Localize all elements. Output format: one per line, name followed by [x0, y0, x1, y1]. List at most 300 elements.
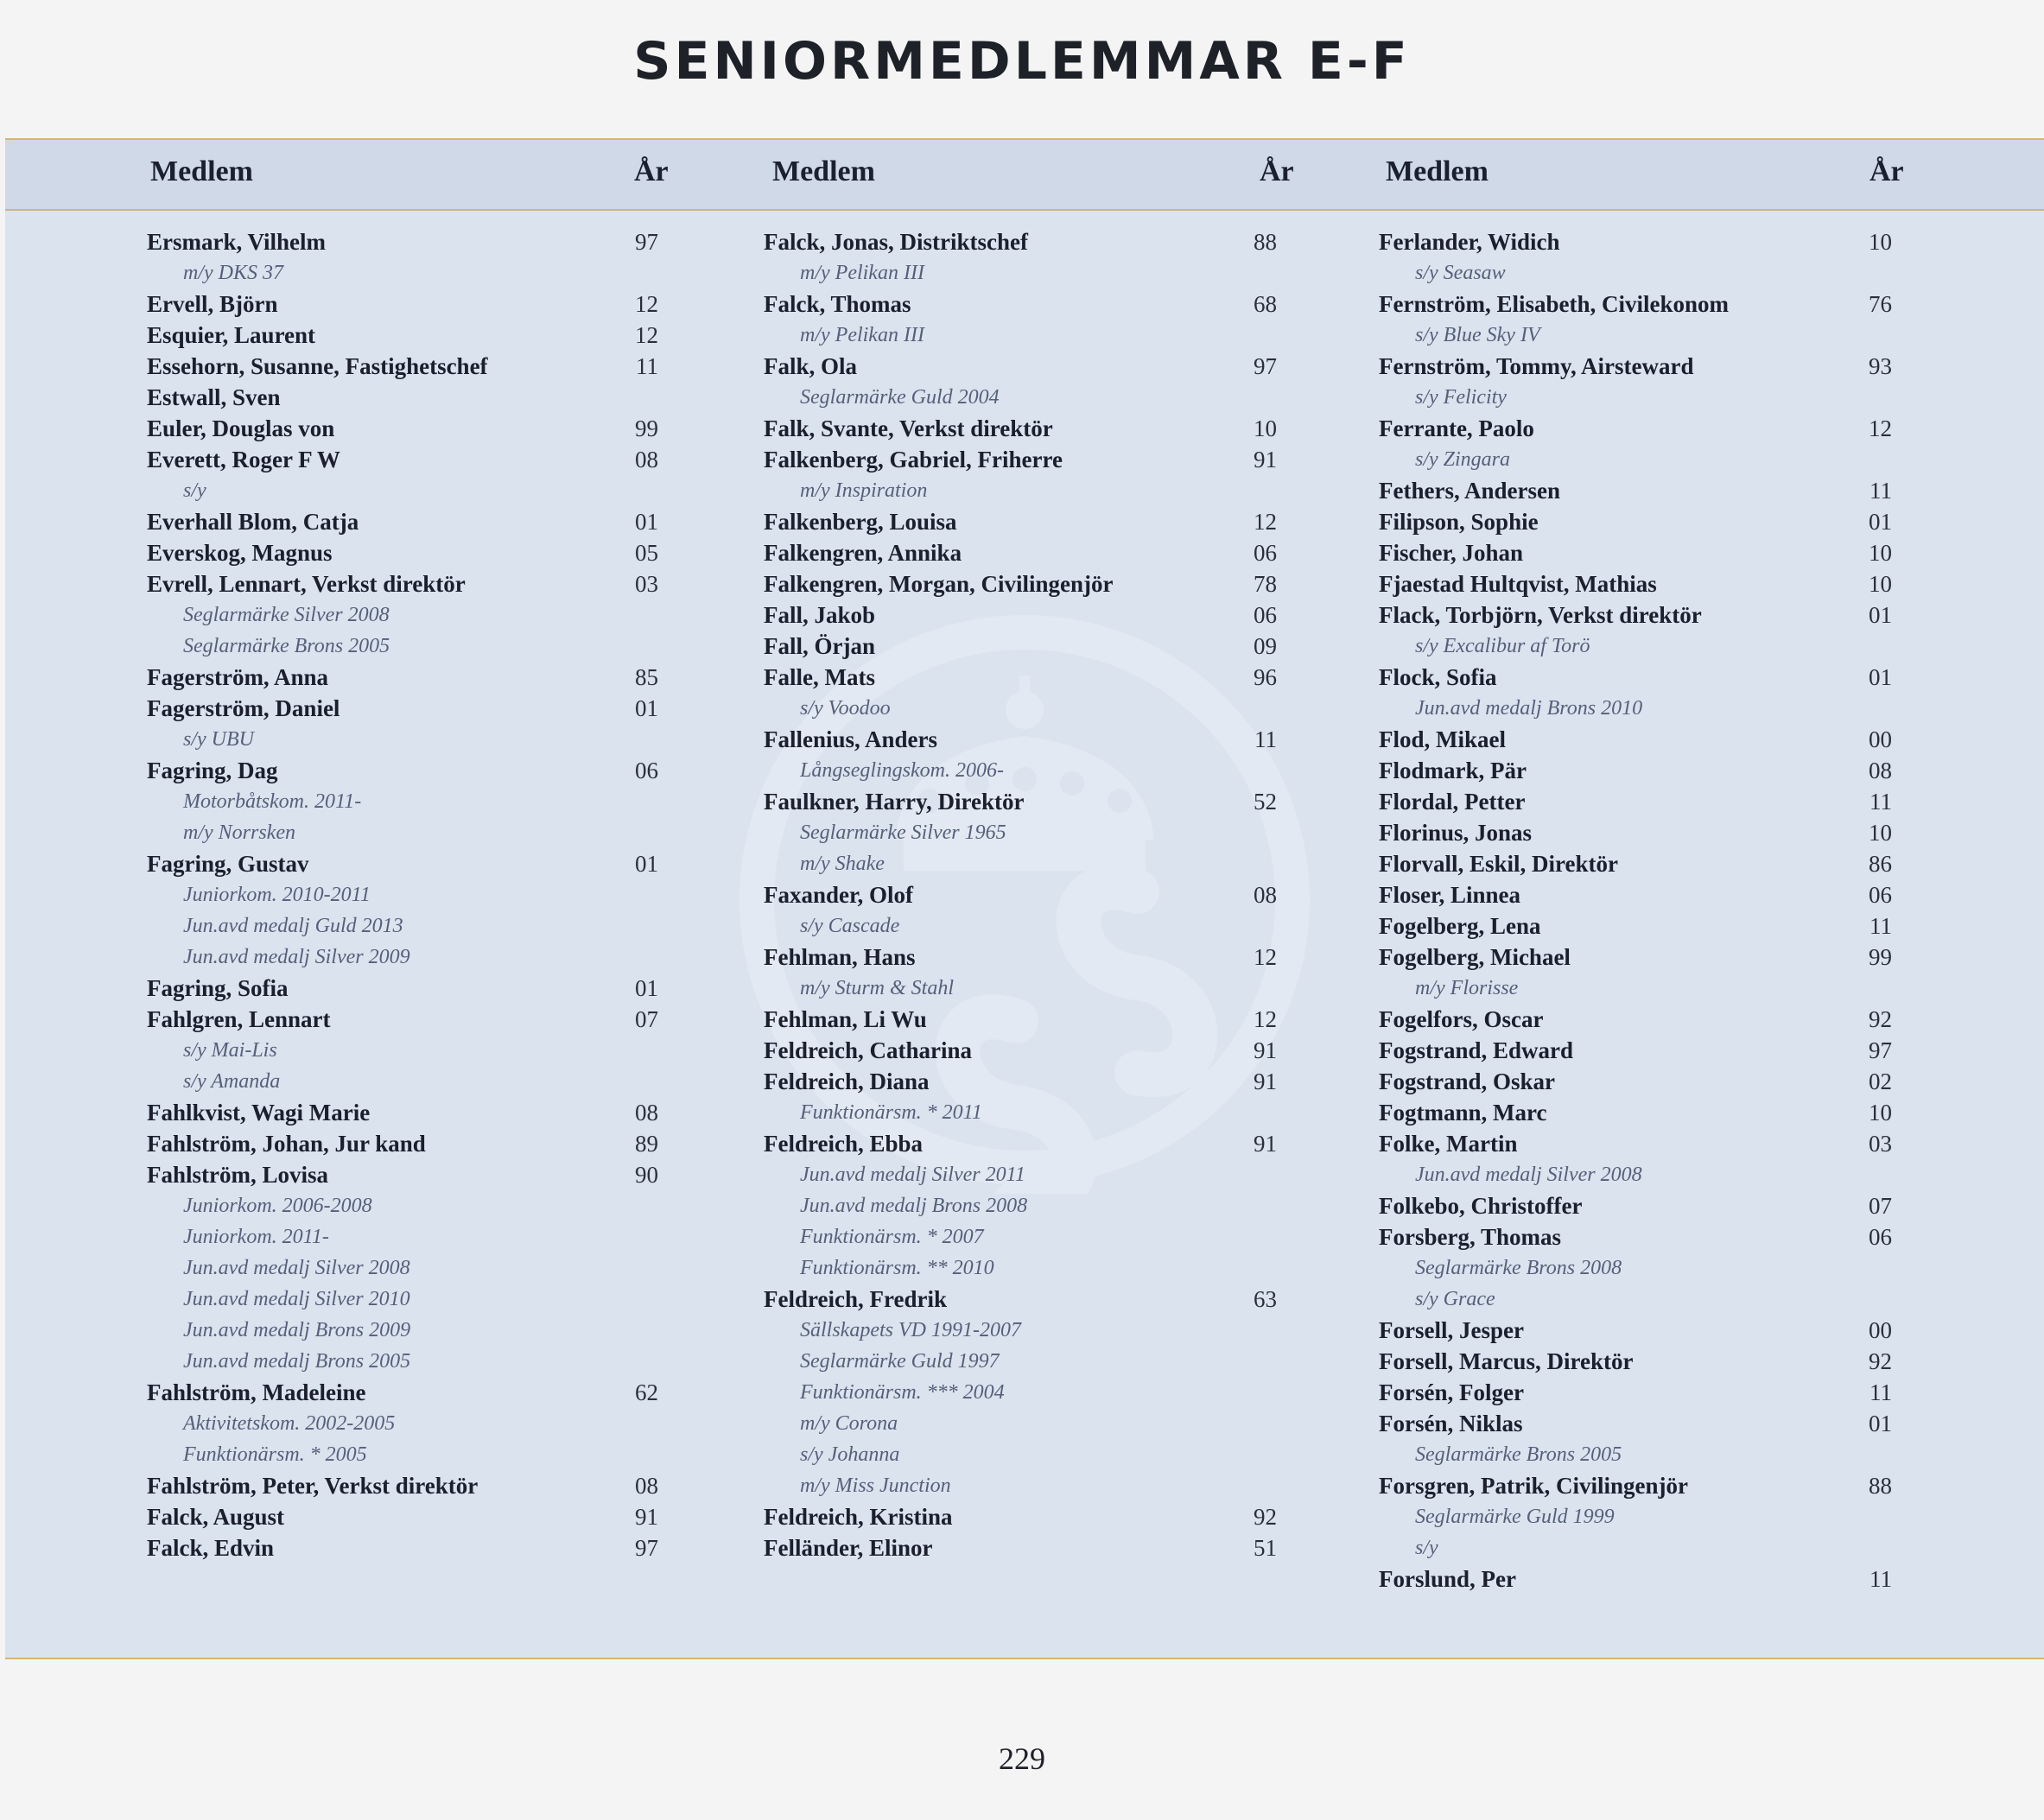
member-row	[147, 1377, 658, 1408]
member-entry	[764, 631, 1277, 662]
member-name: Fogelfors, Oscar	[1379, 1006, 1544, 1032]
member-year: 12	[635, 291, 658, 317]
member-name: Fogstrand, Edward	[1379, 1037, 1574, 1063]
member-row	[1379, 289, 1892, 320]
member-note: Seglarmärke Guld 2004	[800, 386, 1000, 409]
member-name: Fahlström, Peter, Verkst direktör	[147, 1473, 479, 1499]
member-year: 97	[1254, 353, 1277, 379]
member-row	[764, 1035, 1277, 1066]
member-year: 10	[1869, 229, 1892, 255]
member-entry	[147, 1377, 658, 1470]
member-row	[1379, 1346, 1892, 1377]
member-year: 92	[1254, 1504, 1277, 1530]
member-entry	[764, 1501, 1277, 1532]
member-year: 08	[1869, 758, 1892, 783]
column-header-year: År	[634, 155, 669, 187]
member-note: Aktivitetskom. 2002-2005	[183, 1412, 396, 1435]
member-year: 97	[635, 1535, 658, 1561]
member-entry	[147, 1004, 658, 1097]
member-name: Florvall, Eskil, Direktör	[1379, 851, 1618, 877]
member-row	[147, 537, 658, 568]
member-name: Flordal, Petter	[1379, 789, 1526, 815]
member-entry	[147, 1128, 658, 1159]
member-name: Feldreich, Fredrik	[764, 1286, 947, 1312]
member-year: 06	[635, 758, 658, 783]
member-row	[764, 1501, 1277, 1532]
member-name: Fagring, Sofia	[147, 975, 289, 1001]
member-row	[1379, 1128, 1892, 1159]
member-name: Fagerström, Anna	[147, 664, 328, 690]
table-header	[5, 140, 2044, 211]
member-note: s/y Seasaw	[1415, 262, 1506, 284]
member-entry	[764, 351, 1277, 413]
member-name: Fagring, Dag	[147, 758, 278, 783]
member-entry	[1379, 537, 1892, 568]
member-row	[147, 226, 658, 257]
member-name: Fogtmann, Marc	[1379, 1100, 1547, 1126]
member-row	[1379, 1563, 1892, 1595]
member-note: m/y Pelikan III	[800, 324, 924, 346]
member-note: s/y Amanda	[183, 1070, 281, 1093]
member-entry	[1379, 1097, 1892, 1128]
member-year: 10	[1869, 571, 1892, 597]
member-note: Seglarmärke Guld 1997	[800, 1350, 1000, 1373]
member-row	[1379, 1377, 1892, 1408]
member-year: 11	[1869, 913, 1892, 939]
member-year: 88	[1254, 229, 1277, 255]
member-name: Folke, Martin	[1379, 1131, 1518, 1157]
member-name: Fahlström, Johan, Jur kand	[147, 1131, 426, 1157]
member-note: Seglarmärke Brons 2008	[1415, 1257, 1622, 1279]
member-year: 97	[1869, 1037, 1892, 1063]
member-row	[147, 1097, 658, 1128]
member-note: Funktionärsm. * 2007	[800, 1226, 984, 1248]
member-year: 08	[1254, 882, 1277, 908]
member-row	[764, 413, 1277, 444]
member-note: Motorbåtskom. 2011-	[183, 790, 362, 813]
member-entry	[1379, 942, 1892, 1004]
member-entry	[1379, 1190, 1892, 1221]
member-year: 91	[1254, 447, 1277, 472]
member-name: Ferrante, Paolo	[1379, 415, 1534, 441]
member-name: Flod, Mikael	[1379, 726, 1506, 752]
member-name: Fahlgren, Lennart	[147, 1006, 331, 1032]
member-year: 91	[635, 1504, 658, 1530]
member-entry	[764, 1284, 1277, 1501]
member-year: 91	[1254, 1037, 1277, 1063]
member-entry	[764, 599, 1277, 631]
member-year: 01	[1869, 602, 1892, 628]
member-name: Everskog, Magnus	[147, 540, 333, 566]
member-note: s/y Felicity	[1415, 386, 1507, 409]
member-year: 02	[1869, 1069, 1892, 1094]
member-row	[1379, 475, 1892, 506]
column-header-year: År	[1869, 155, 1904, 187]
member-name: Folkebo, Christoffer	[1379, 1193, 1583, 1219]
member-year: 96	[1254, 664, 1277, 690]
member-note: Jun.avd medalj Silver 2008	[1415, 1164, 1642, 1186]
member-name: Fjaestad Hultqvist, Mathias	[1379, 571, 1657, 597]
member-entry	[147, 289, 658, 320]
member-row	[764, 289, 1277, 320]
member-note: Funktionärsm. * 2011	[800, 1101, 982, 1124]
member-name: Feldreich, Diana	[764, 1069, 930, 1094]
member-note: s/y Mai-Lis	[183, 1039, 277, 1062]
member-note: m/y Florisse	[1415, 977, 1519, 999]
column-header-member: Medlem	[772, 155, 875, 187]
member-row	[764, 1532, 1277, 1563]
member-year: 90	[635, 1162, 658, 1188]
member-name: Felländer, Elinor	[764, 1535, 933, 1561]
member-row	[1379, 1066, 1892, 1097]
member-row	[147, 413, 658, 444]
member-year: 00	[1869, 726, 1892, 752]
member-name: Florinus, Jonas	[1379, 820, 1533, 846]
member-name: Filipson, Sophie	[1379, 509, 1539, 535]
member-note: s/y Zingara	[1415, 448, 1511, 471]
member-name: Feldreich, Catharina	[764, 1037, 972, 1063]
member-entry	[764, 879, 1277, 942]
member-note: s/y Cascade	[800, 915, 900, 937]
member-entry	[1379, 1035, 1892, 1066]
member-note: Seglarmärke Silver 2008	[183, 604, 390, 626]
member-name: Fernström, Tommy, Airsteward	[1379, 353, 1694, 379]
member-entry	[764, 1035, 1277, 1066]
member-row	[1379, 537, 1892, 568]
member-year: 00	[1869, 1317, 1892, 1343]
member-note: s/y	[1415, 1537, 1438, 1559]
member-entry	[764, 942, 1277, 1004]
member-row	[147, 289, 658, 320]
member-row	[147, 1004, 658, 1035]
member-year: 10	[1254, 415, 1277, 441]
member-name: Ervell, Björn	[147, 291, 278, 317]
member-entry	[147, 1159, 658, 1377]
member-entry	[764, 662, 1277, 724]
member-note: Jun.avd medalj Silver 2008	[183, 1257, 410, 1279]
member-name: Fagring, Gustav	[147, 851, 309, 877]
member-year: 12	[1869, 415, 1892, 441]
member-entry	[147, 506, 658, 537]
member-row	[1379, 1190, 1892, 1221]
member-year: 11	[636, 353, 658, 379]
member-name: Falle, Mats	[764, 664, 875, 690]
member-note: m/y Corona	[800, 1412, 898, 1435]
member-name: Forslund, Per	[1379, 1566, 1516, 1592]
member-row	[1379, 599, 1892, 631]
member-entry	[147, 755, 658, 848]
member-entry	[147, 1532, 658, 1563]
member-row	[147, 506, 658, 537]
member-row	[147, 382, 658, 413]
member-entry	[1379, 568, 1892, 599]
member-row	[764, 724, 1277, 755]
member-row	[1379, 1315, 1892, 1346]
member-note: m/y Shake	[800, 853, 885, 875]
member-name: Falck, Thomas	[764, 291, 911, 317]
member-year: 05	[635, 540, 658, 566]
member-entry	[764, 1532, 1277, 1563]
member-row	[1379, 942, 1892, 973]
member-year: 12	[1254, 1006, 1277, 1032]
member-year: 01	[1869, 1411, 1892, 1436]
member-entry	[1379, 1470, 1892, 1563]
member-note: s/y Johanna	[800, 1443, 900, 1466]
member-note: Seglarmärke Brons 2005	[183, 635, 390, 657]
member-entry	[147, 1097, 658, 1128]
member-entry	[764, 506, 1277, 537]
member-year: 08	[635, 1473, 658, 1499]
member-row	[147, 1532, 658, 1563]
member-row	[1379, 1408, 1892, 1439]
member-entry	[147, 973, 658, 1004]
member-year: 51	[1254, 1535, 1277, 1561]
member-note: s/y UBU	[183, 728, 254, 751]
member-entry	[764, 289, 1277, 351]
member-name: Falkengren, Annika	[764, 540, 962, 566]
member-name: Flack, Torbjörn, Verkst direktör	[1379, 602, 1702, 628]
member-year: 07	[635, 1006, 658, 1032]
member-entry	[147, 351, 658, 382]
member-year: 91	[1254, 1069, 1277, 1094]
member-year: 11	[1869, 1379, 1892, 1405]
member-year: 06	[1254, 540, 1277, 566]
member-row	[764, 537, 1277, 568]
member-name: Falkenberg, Louisa	[764, 509, 957, 535]
member-year: 62	[635, 1379, 658, 1405]
column-header-member: Medlem	[150, 155, 253, 187]
member-entry	[1379, 1346, 1892, 1377]
member-name: Falkenberg, Gabriel, Friherre	[764, 447, 1063, 472]
member-name: Fahlkvist, Wagi Marie	[147, 1100, 371, 1126]
member-year: 01	[635, 509, 658, 535]
member-name: Forsell, Marcus, Direktör	[1379, 1348, 1634, 1374]
member-entry	[1379, 724, 1892, 755]
member-name: Euler, Douglas von	[147, 415, 335, 441]
member-name: Flock, Sofia	[1379, 664, 1497, 690]
member-year: 06	[1254, 602, 1277, 628]
member-year: 01	[635, 695, 658, 721]
member-row	[1379, 506, 1892, 537]
member-name: Fehlman, Hans	[764, 944, 916, 970]
member-row	[764, 879, 1277, 910]
member-entry	[1379, 910, 1892, 942]
member-entry	[1379, 351, 1892, 413]
member-name: Fischer, Johan	[1379, 540, 1524, 566]
member-entry	[1379, 1004, 1892, 1035]
member-note: Seglarmärke Brons 2005	[1415, 1443, 1622, 1466]
member-row	[1379, 662, 1892, 693]
member-entry	[764, 226, 1277, 289]
member-name: Fogelberg, Lena	[1379, 913, 1541, 939]
member-year: 10	[1869, 820, 1892, 846]
member-note: Juniorkom. 2006-2008	[183, 1195, 372, 1217]
member-name: Estwall, Sven	[147, 384, 281, 410]
member-year: 99	[1869, 944, 1892, 970]
member-row	[764, 1128, 1277, 1159]
member-year: 93	[1869, 353, 1892, 379]
member-row	[764, 942, 1277, 973]
member-row	[1379, 879, 1892, 910]
member-note: s/y	[183, 479, 206, 502]
member-name: Everhall Blom, Catja	[147, 509, 359, 535]
member-row	[147, 973, 658, 1004]
member-name: Forsgren, Patrik, Civilingenjör	[1379, 1473, 1688, 1499]
member-name: Evrell, Lennart, Verkst direktör	[147, 571, 466, 597]
member-name: Fagerström, Daniel	[147, 695, 340, 721]
member-note: Sällskapets VD 1991-2007	[800, 1319, 1021, 1341]
member-entry	[1379, 1563, 1892, 1595]
member-entry	[1379, 1066, 1892, 1097]
member-year: 01	[635, 851, 658, 877]
member-row	[147, 693, 658, 724]
member-note: Funktionärsm. * 2005	[183, 1443, 367, 1466]
member-entry	[147, 1501, 658, 1532]
member-name: Fallenius, Anders	[764, 726, 938, 752]
member-name: Fall, Örjan	[764, 633, 875, 659]
member-row	[147, 755, 658, 786]
member-note: Jun.avd medalj Guld 2013	[183, 915, 403, 937]
member-year: 68	[1254, 291, 1277, 317]
member-row	[764, 786, 1277, 817]
member-year: 07	[1869, 1193, 1892, 1219]
member-row	[1379, 1097, 1892, 1128]
member-name: Falck, August	[147, 1504, 285, 1530]
member-name: Fernström, Elisabeth, Civilekonom	[1379, 291, 1729, 317]
member-note: s/y Voodoo	[800, 697, 891, 720]
member-note: Seglarmärke Guld 1999	[1415, 1506, 1615, 1528]
member-row	[1379, 1004, 1892, 1035]
member-name: Falck, Edvin	[147, 1535, 275, 1561]
member-row	[1379, 568, 1892, 599]
member-year: 03	[635, 571, 658, 597]
member-note: m/y Pelikan III	[800, 262, 924, 284]
member-year: 92	[1869, 1348, 1892, 1374]
member-entry	[1379, 1408, 1892, 1470]
member-note: m/y Sturm & Stahl	[800, 977, 954, 999]
member-entry	[1379, 289, 1892, 351]
member-name: Ersmark, Vilhelm	[147, 229, 326, 255]
member-entry	[1379, 475, 1892, 506]
member-year: 12	[635, 322, 658, 348]
member-row	[1379, 755, 1892, 786]
member-year: 10	[1869, 1100, 1892, 1126]
member-row	[147, 662, 658, 693]
member-row	[764, 351, 1277, 382]
member-year: 85	[635, 664, 658, 690]
member-name: Fehlman, Li Wu	[764, 1006, 927, 1032]
member-row	[764, 599, 1277, 631]
member-year: 88	[1869, 1473, 1892, 1499]
member-year: 11	[1869, 478, 1892, 504]
member-note: Jun.avd medalj Silver 2011	[800, 1164, 1025, 1186]
member-note: Jun.avd medalj Brons 2010	[1415, 697, 1643, 720]
member-note: Jun.avd medalj Brons 2008	[800, 1195, 1028, 1217]
member-entry	[1379, 1221, 1892, 1315]
member-name: Esquier, Laurent	[147, 322, 316, 348]
member-entry	[764, 568, 1277, 599]
member-entry	[147, 693, 658, 755]
member-note: m/y Miss Junction	[800, 1474, 951, 1497]
member-year: 52	[1254, 789, 1277, 815]
member-row	[147, 1501, 658, 1532]
member-year: 01	[635, 975, 658, 1001]
member-note: Jun.avd medalj Brons 2009	[183, 1319, 411, 1341]
member-row	[147, 351, 658, 382]
member-note: Jun.avd medalj Silver 2009	[183, 946, 410, 968]
member-entry	[764, 1004, 1277, 1035]
member-name: Fahlström, Lovisa	[147, 1162, 329, 1188]
member-row	[147, 1128, 658, 1159]
member-row	[764, 1284, 1277, 1315]
member-row	[1379, 817, 1892, 848]
member-year: 10	[1869, 540, 1892, 566]
member-note: Seglarmärke Silver 1965	[800, 821, 1006, 844]
member-year: 01	[1869, 664, 1892, 690]
member-name: Forsell, Jesper	[1379, 1317, 1524, 1343]
member-entry	[147, 568, 658, 662]
member-row	[1379, 786, 1892, 817]
member-year: 78	[1254, 571, 1277, 597]
member-entry	[147, 226, 658, 289]
member-row	[764, 226, 1277, 257]
member-row	[764, 1004, 1277, 1035]
member-note: Juniorkom. 2011-	[183, 1226, 329, 1248]
member-entry	[764, 413, 1277, 444]
member-row	[1379, 1035, 1892, 1066]
column-header-member: Medlem	[1386, 155, 1489, 187]
member-row	[1379, 1470, 1892, 1501]
member-column-2	[764, 226, 1277, 1563]
member-row	[147, 848, 658, 879]
member-entry	[1379, 848, 1892, 879]
member-entry	[1379, 879, 1892, 910]
member-entry	[147, 382, 658, 413]
member-name: Forsén, Niklas	[1379, 1411, 1523, 1436]
member-row	[1379, 910, 1892, 942]
member-year: 08	[635, 1100, 658, 1126]
member-entry	[1379, 413, 1892, 475]
member-name: Falck, Jonas, Distriktschef	[764, 229, 1028, 255]
member-entry	[764, 444, 1277, 506]
member-row	[764, 568, 1277, 599]
member-year: 12	[1254, 944, 1277, 970]
page-number: 229	[999, 1741, 1045, 1776]
member-name: Ferlander, Widich	[1379, 229, 1560, 255]
member-year: 97	[635, 229, 658, 255]
member-row	[147, 1470, 658, 1501]
member-name: Faxander, Olof	[764, 882, 914, 908]
member-entry	[147, 1470, 658, 1501]
member-row	[1379, 724, 1892, 755]
member-name: Falk, Ola	[764, 353, 858, 379]
member-row	[1379, 1221, 1892, 1252]
member-name: Feldreich, Kristina	[764, 1504, 953, 1530]
member-entry	[764, 537, 1277, 568]
member-year: 11	[1869, 1566, 1892, 1592]
page-title: SENIORMEDLEMMAR E-F	[633, 31, 1411, 92]
member-entry	[147, 320, 658, 351]
member-entry	[1379, 1128, 1892, 1190]
member-entry	[764, 1066, 1277, 1128]
member-year: 09	[1254, 633, 1277, 659]
member-note: Funktionärsm. ** 2010	[800, 1257, 994, 1279]
member-entry	[147, 444, 658, 506]
member-note: s/y Grace	[1415, 1288, 1495, 1310]
member-entry	[1379, 1315, 1892, 1346]
member-row	[147, 444, 658, 475]
member-row	[147, 320, 658, 351]
